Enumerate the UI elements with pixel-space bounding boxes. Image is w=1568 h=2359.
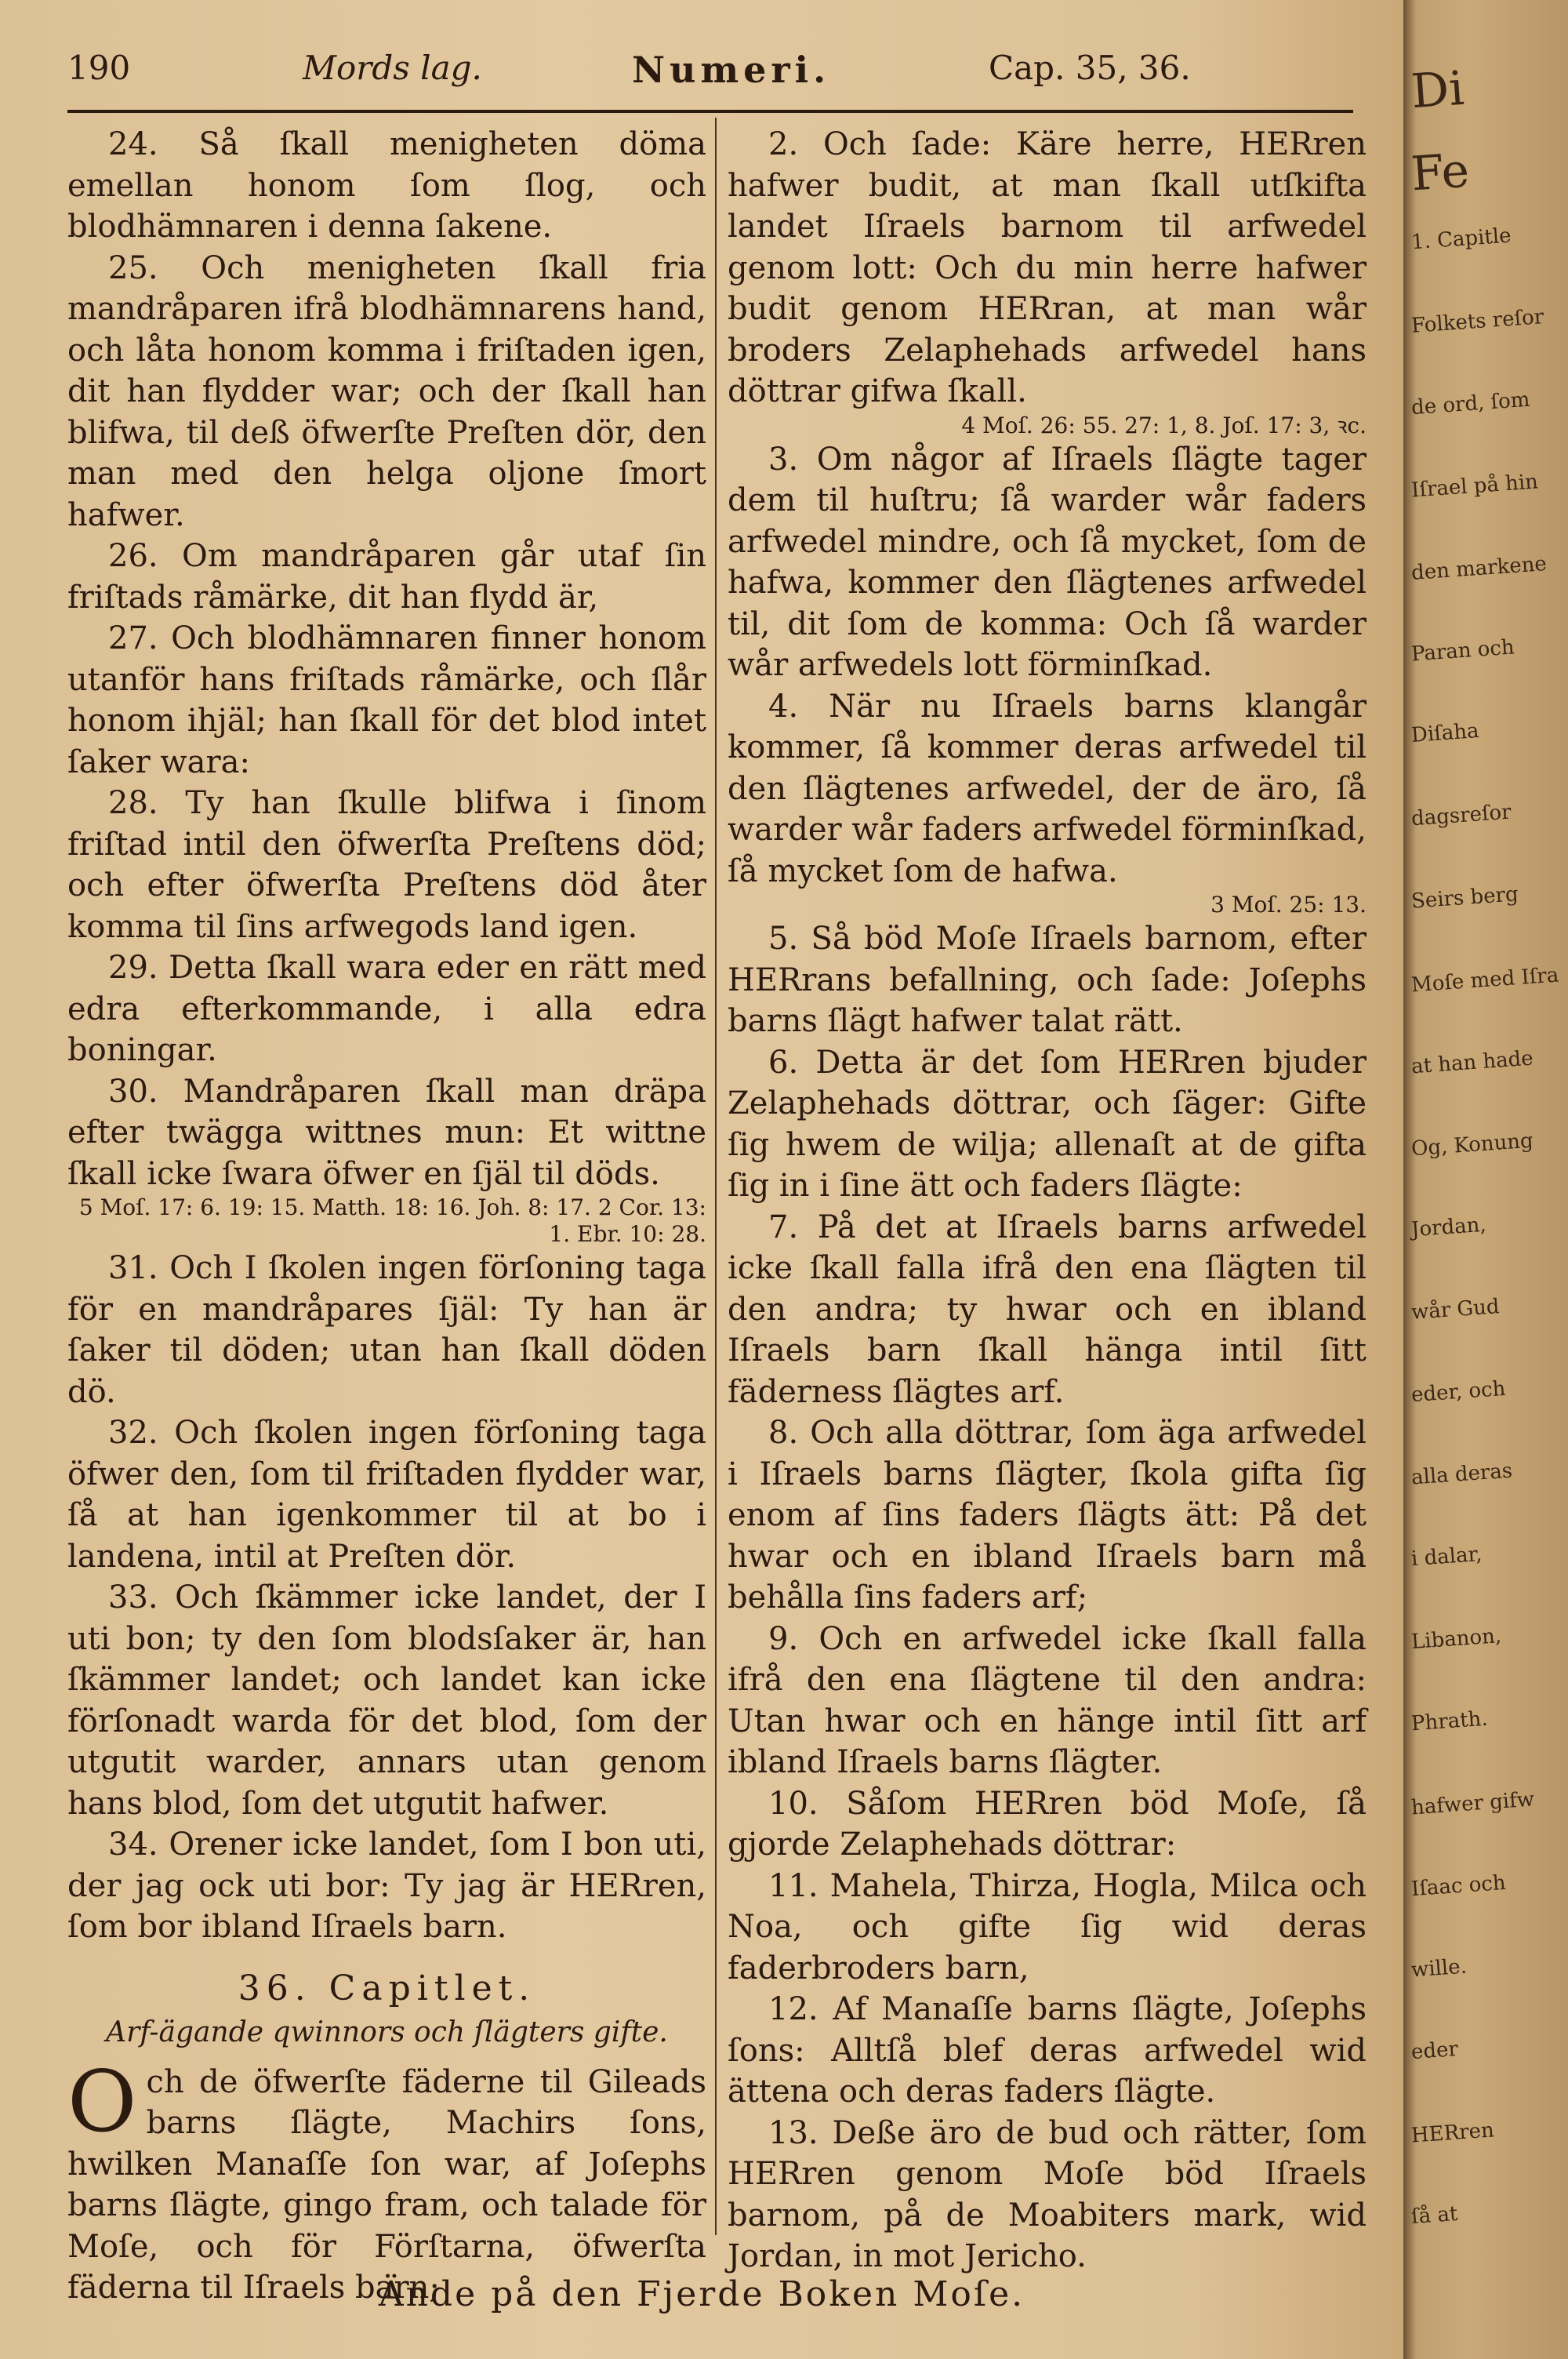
adjacent-page-fragment: Phrath. — [1410, 1707, 1489, 1736]
verse: 28. Ty han ſkulle blifwa i ſinom friſtad intil den öfwerſta Preſtens död; och efter öfwerſta Preſtens död åter komma til ſins arfwegods land igen. — [67, 785, 706, 945]
verse: 31. Och I ſkolen ingen förſoning taga för en mandråpares ſjäl: Ty han är ſaker til döden; utan han ſkall döden dö. — [67, 1250, 706, 1410]
adjacent-page-fragment: wår Gud — [1410, 1295, 1501, 1325]
verse: 33. Och ſkämmer icke landet, der I uti bon; ty den ſom blodsſaker är, han ſkämmer landet; och landet kan icke förſonadt warda för det blod, ſom der utgutit warder, annars utan genom hans blod, ſom det utgutit hafwer. — [67, 1579, 706, 1822]
verse: 11. Mahela, Thirza, Hogla, Milca och Noa, och gifte ſig wid deras faderbroders barn, — [728, 1867, 1367, 1986]
verse: 30. Mandråparen ſkall man dräpa efter twägga wittnes mun: Et wittne ſkall icke ſwara öfwer en ſjäl til döds. — [67, 1073, 706, 1192]
verse: 34. Orener icke landet, ſom I bon uti, der jag ock uti bor: Ty jag är HERren, ſom bor ibland Iſraels barn. — [67, 1826, 706, 1945]
chapter-heading: 36. Capitlet. — [238, 1968, 536, 2008]
verse: 12. Af Manaſſe barns ſlägte, Joſephs ſons: Alltſå blef deras arfwedel wid ättena och deras faders ſlägte. — [728, 1991, 1367, 2110]
cross-reference: 5 Moſ. 17: 6. 19: 15. Matth. 18: 16. Joh. 8: 17. 2 Cor. 13: 1. Ebr. 10: 28. — [78, 1194, 706, 1247]
column-divider — [715, 118, 717, 2235]
verse: 4. När nu Iſraels barns klangår kommer, ſå kommer deras arfwedel til den ſlägtenes arfwedel, der de äro, ſå warder wår faders arfwedel förminſkad, ſå mycket ſom de hafwa. — [728, 688, 1367, 889]
adjacent-page-fragment: eder, och — [1410, 1376, 1507, 1408]
adjacent-page-fragment: 1. Capitle — [1410, 224, 1512, 255]
verse: 3. Om någor af Iſraels ſlägte tager dem til huſtru; ſå warder wår faders arfwedel mindre, och ſå mycket, ſom de hafwa, kommer den ſlägtenes arfwedel til, dit ſom de komma: Och ſå warder wår arfwedels lott förminſkad. — [728, 441, 1367, 683]
verse: 8. Och alla döttrar, ſom äga arfwedel i Iſraels barns ſlägter, ſkola gifta ſig enom af ſins faders ſlägts ätt: På det hwar och en ibland Iſraels barn må behålla ſins faders arf; — [728, 1415, 1367, 1616]
chapter-summary: Arf-ägande qwinnors och ſlägters gifte. — [106, 2016, 668, 2048]
verse: 5. Så böd Moſe Iſraels barnom, efter HERrans befallning, och ſade: Joſephs barns ſlägt hafwer talat rätt. — [728, 921, 1367, 1039]
verse: 9. Och en arfwedel icke ſkall falla ifrå den ena ſlägtene til den andra: Utan hwar och en hänge intil ſitt arf ibland Iſraels barns ſlägter. — [728, 1620, 1367, 1780]
page-number: 190 — [67, 49, 131, 87]
book-title: Numeri. — [632, 49, 831, 91]
adjacent-page-fragment: de ord, ſom — [1410, 387, 1531, 420]
verse: 29. Detta ſkall wara eder en rätt med edra efterkommande, i alla edra boningar. — [67, 950, 706, 1068]
adjacent-page-fragment: eder — [1410, 2037, 1459, 2065]
adjacent-page-fragment: den markene — [1410, 552, 1548, 585]
adjacent-page-fragment: Di — [1409, 60, 1466, 120]
adjacent-page-fragment: ſå at — [1410, 2201, 1459, 2230]
adjacent-page-edge — [1403, 0, 1568, 2359]
adjacent-page-fragment: Jordan, — [1410, 1212, 1487, 1242]
running-head: Mords lag. — [303, 49, 482, 87]
verse: 7. På det at Iſraels barns arfwedel icke ſkall falla ifrå den ena ſlägten til den andra; ty hwar och en ibland Iſraels barn ſkall hänga intil ſitt fäderness ſlägtes arf. — [728, 1209, 1367, 1410]
adjacent-page-fragment: Iſrael på hin — [1410, 470, 1539, 503]
adjacent-page-fragment: alla deras — [1410, 1459, 1514, 1490]
header-rule — [67, 110, 1353, 113]
adjacent-page-fragment: Seirs berg — [1410, 882, 1519, 914]
adjacent-page-fragment: at han hade — [1410, 1046, 1534, 1079]
adjacent-page-fragment: Fe — [1409, 143, 1472, 202]
running-header — [67, 49, 1353, 104]
verse-1: Och de öfwerſte fäderne til Gileads barns ſlägte, Machirs ſons, hwilken Manaſſe ſon war, af Joſephs barns ſlägte, gingo fram, och talade för Moſe, och för Förſtarna, öfwerſta fäderna til Iſraels barn; — [67, 2052, 706, 2306]
adjacent-page-fragment: Paran och — [1410, 635, 1515, 667]
adjacent-page-fragment: wille. — [1410, 1954, 1468, 1983]
adjacent-page-fragment: Diſaha — [1410, 719, 1480, 747]
verse: 6. Detta är det ſom HERren bjuder Zelaphehads döttrar, och ſäger: Gifte ſig hwem de wilja; allenaſt at de gifta ſig in i ſine ätt och faders ſlägte: — [728, 1044, 1367, 1204]
adjacent-page-fragment: Moſe med Iſra — [1410, 963, 1560, 998]
adjacent-page-fragment: Og, Konung — [1410, 1129, 1534, 1161]
verse: 2. Och ſade: Käre herre, HERren hafwer budit, at man ſkall utſkifta landet Iſraels barnom til arfwedel genom lott: Och du min herre hafwer budit genom HERran, at man wår broders Zelaphehads arfwedel hans döttrar gifwa ſkall. — [728, 126, 1367, 409]
verse: 32. Och ſkolen ingen förſoning taga öfwer den, ſom til friſtaden flydder war, ſå at han igenkommer til at bo i landena, intil at Preſten dör. — [67, 1415, 706, 1575]
adjacent-page-fragment: HERren — [1410, 2118, 1495, 2148]
verse: 27. Och blodhämnaren finner honom utanför hans friſtads råmärke, och ſlår honom ihjäl; han ſkall för det blod intet ſaker wara: — [67, 620, 706, 780]
verse: 26. Om mandråparen går utaf ſin friſtads råmärke, dit han flydd är, — [67, 538, 706, 616]
verse: 10. Såſom HERren böd Moſe, ſå gjorde Zelaphehads döttrar: — [728, 1785, 1367, 1863]
cross-reference: 3 Moſ. 25: 13. — [1210, 892, 1367, 918]
adjacent-page-fragment: Iſaac och — [1410, 1870, 1507, 1902]
chapter-reference: Cap. 35, 36. — [989, 49, 1191, 87]
left-column — [67, 124, 706, 2309]
cross-reference: 4 Moſ. 26: 55. 27: 1, 8. Joſ. 17: 3, ꝛc. — [961, 412, 1367, 438]
adjacent-page-fragment: dagsreſor — [1410, 800, 1512, 831]
verse: 24. Så ſkall menigheten döma emellan honom ſom ſlog, och blodhämnaren i denna ſakene. — [67, 126, 706, 245]
adjacent-page-fragment: Folkets reſor — [1410, 305, 1545, 338]
adjacent-page-fragment: i dalar, — [1410, 1542, 1483, 1572]
verse: 25. Och menigheten ſkall fria mandråparen ifrå blodhämnarens hand, och låta honom komma i friſtaden igen, dit han flydder war; och der ſkall han blifwa, til deß öfwerſte Preſten dör, den man med den helga oljone ſmort hafwer. — [67, 249, 706, 533]
verse: 13. Deße äro de bud och rätter, ſom HERren genom Moſe böd Iſraels barnom, på de Moabiters mark, wid Jordan, in mot Jericho. — [728, 2114, 1367, 2274]
drop-cap: O — [67, 2052, 137, 2151]
book-end-line: Ände på den Fjerde Boken Moſe. — [378, 2274, 1025, 2314]
right-column — [728, 124, 1367, 2277]
adjacent-page-fragment: hafwer gifw — [1410, 1787, 1535, 1820]
adjacent-page-fragment: Libanon, — [1410, 1624, 1503, 1654]
